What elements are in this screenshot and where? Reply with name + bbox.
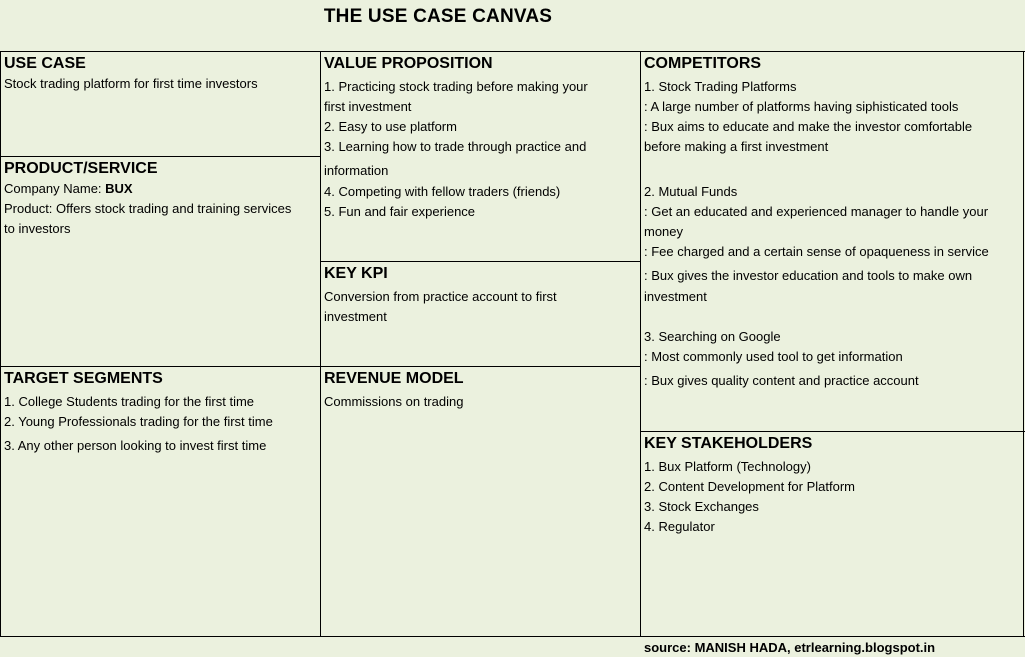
- competitor-line: 3. Searching on Google: [644, 329, 781, 344]
- product-line-2: to investors: [4, 221, 71, 236]
- grid-line-bottom: [0, 636, 1025, 637]
- grid-line-top: [0, 51, 1025, 52]
- grid-line-col1: [320, 51, 321, 637]
- stakeholder-item: 1. Bux Platform (Technology): [644, 459, 811, 474]
- value-prop-line: 1. Practicing stock trading before making your: [324, 79, 588, 94]
- target-segment-item: 2. Young Professionals trading for the first time: [4, 414, 273, 429]
- competitor-line: investment: [644, 289, 707, 304]
- stakeholder-item: 4. Regulator: [644, 519, 715, 534]
- use-case-text: Stock trading platform for first time investors: [4, 76, 258, 91]
- grid-line-left: [0, 51, 1, 637]
- value-prop-line: 5. Fun and fair experience: [324, 204, 476, 219]
- grid-line-competitors-bottom: [640, 431, 1025, 432]
- revenue-model-heading: REVENUE MODEL: [324, 370, 464, 387]
- stakeholder-item: 3. Stock Exchanges: [644, 499, 759, 514]
- competitor-line: 1. Stock Trading Platforms: [644, 79, 797, 94]
- company-name: BUX: [105, 181, 133, 196]
- company-label: Company Name:: [4, 181, 106, 196]
- target-segments-heading: TARGET SEGMENTS: [4, 370, 163, 387]
- value-prop-line: 2. Easy to use platform: [324, 119, 457, 134]
- stakeholder-item: 2. Content Development for Platform: [644, 479, 855, 494]
- grid-line-use-case-bottom: [0, 156, 320, 157]
- grid-line-right: [1023, 51, 1024, 637]
- key-stakeholders-heading: KEY STAKEHOLDERS: [644, 435, 813, 452]
- use-case-heading: USE CASE: [4, 55, 86, 72]
- key-kpi-line: Conversion from practice account to first: [324, 289, 557, 304]
- competitor-line: : Most commonly used tool to get information: [644, 349, 903, 364]
- product-heading: PRODUCT/SERVICE: [4, 160, 158, 177]
- grid-line-col2: [640, 51, 641, 637]
- revenue-model-text: Commissions on trading: [324, 394, 464, 409]
- competitors-heading: COMPETITORS: [644, 55, 762, 72]
- company-name-line: [4, 181, 291, 196]
- value-prop-line: information: [324, 163, 389, 178]
- page-title: THE USE CASE CANVAS: [323, 6, 553, 27]
- competitor-line: : Bux gives the investor education and tools to make own: [644, 268, 973, 283]
- competitor-line: : A large number of platforms having siphisticated tools: [644, 99, 959, 114]
- competitor-line: before making a first investment: [644, 139, 829, 154]
- value-prop-line: 4. Competing with fellow traders (friends): [324, 184, 561, 199]
- key-kpi-heading: KEY KPI: [324, 265, 388, 282]
- use-case-cell: [4, 55, 258, 91]
- source-credit: source: MANISH HADA, etrlearning.blogspot.in: [644, 640, 936, 655]
- competitor-line: : Get an educated and experienced manager to handle your: [644, 204, 989, 219]
- competitor-line: 2. Mutual Funds: [644, 184, 738, 199]
- competitor-line: : Fee charged and a certain sense of opaqueness in service: [644, 244, 989, 259]
- grid-line-value-prop-bottom: [320, 261, 640, 262]
- target-segment-item: 3. Any other person looking to invest first time: [4, 438, 267, 453]
- value-prop-line: 3. Learning how to trade through practice and: [324, 139, 587, 154]
- competitor-line: : Bux aims to educate and make the investor comfortable: [644, 119, 973, 134]
- competitor-line: : Bux gives quality content and practice account: [644, 373, 919, 388]
- competitor-line: money: [644, 224, 684, 239]
- target-segment-item: 1. College Students trading for the first time: [4, 394, 255, 409]
- product-line-1: Product: Offers stock trading and training services: [4, 201, 292, 216]
- value-prop-line: first investment: [324, 99, 412, 114]
- value-proposition-heading: VALUE PROPOSITION: [324, 55, 493, 72]
- product-cell: [4, 160, 291, 236]
- key-kpi-line: investment: [324, 309, 387, 324]
